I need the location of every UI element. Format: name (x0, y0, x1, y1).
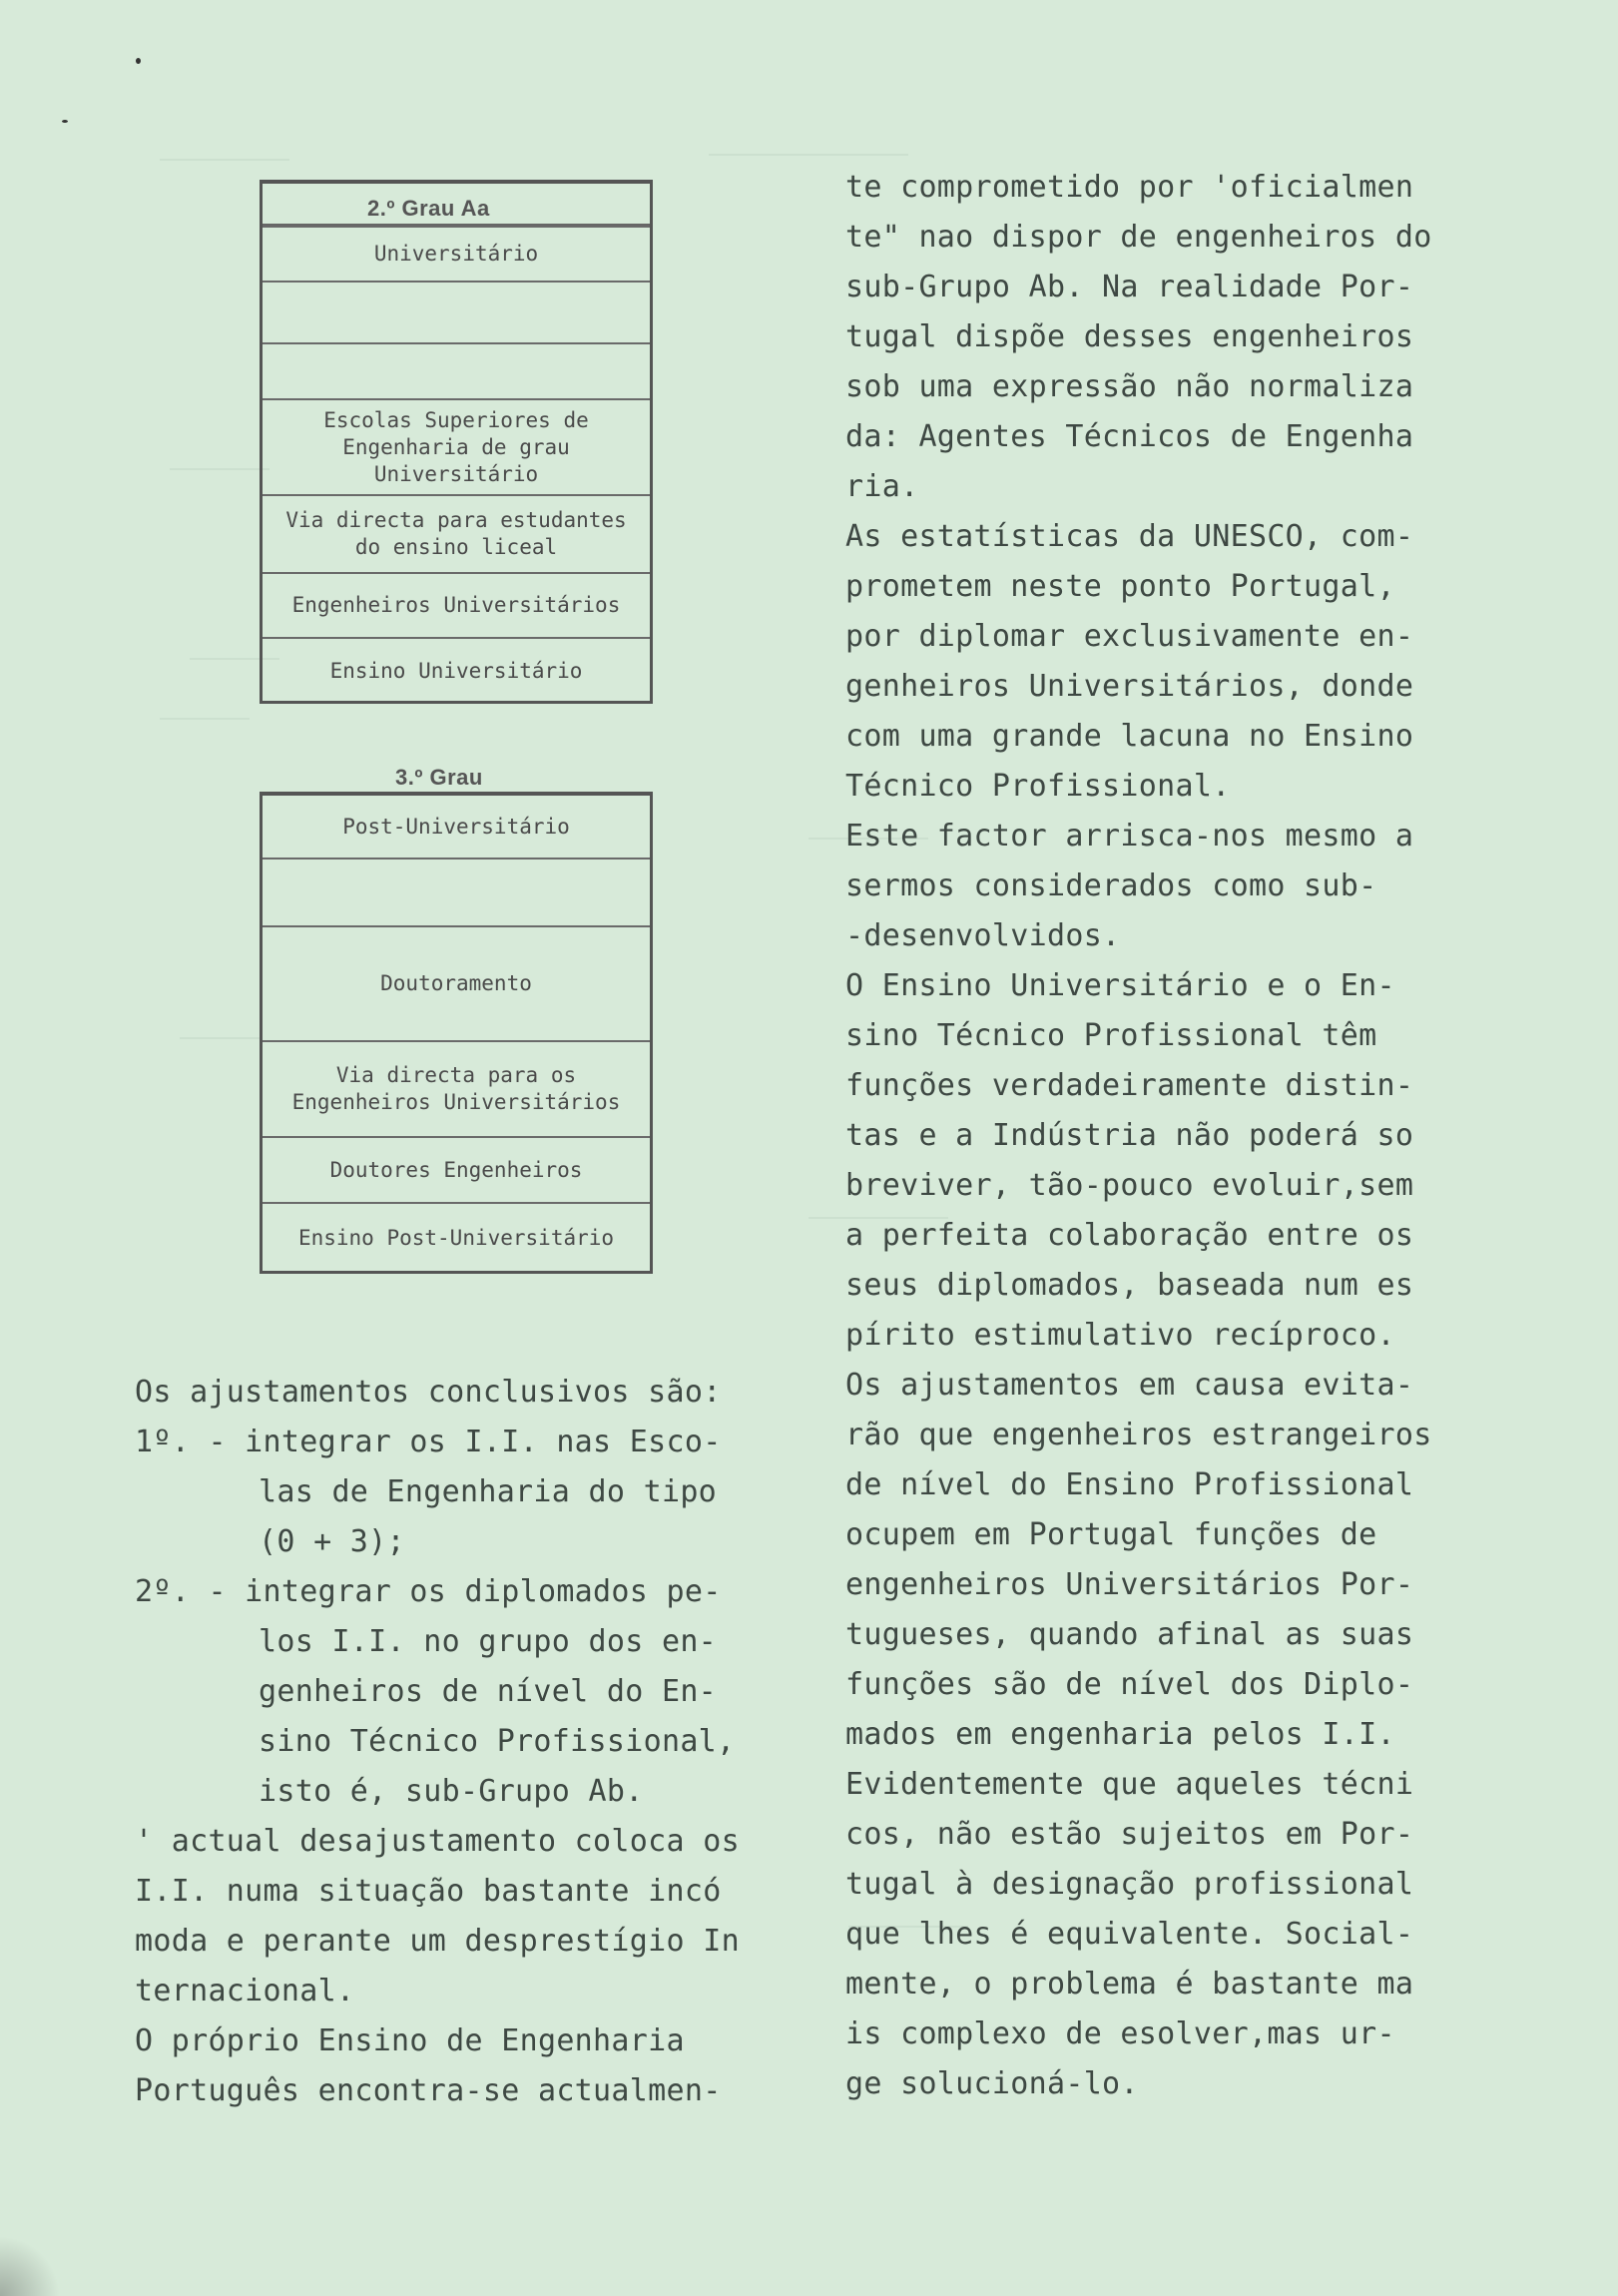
right-line: sermos considerados como sub- (845, 868, 1377, 903)
grau2-cell: Via directa para estudantes do ensino liceal (263, 494, 650, 572)
grau2-cell: Engenheiros Universitários (263, 572, 650, 637)
left-line: O próprio Ensino de Engenharia (135, 2023, 685, 2058)
grau2-box (260, 180, 653, 704)
right-line: que lhes é equivalente. Social- (845, 1917, 1414, 1952)
left-line: isto é, sub-Grupo Ab. (259, 1774, 644, 1809)
right-line: tugal dispõe desses engenheiros (845, 319, 1414, 354)
right-line: te" nao dispor de engenheiros do (845, 220, 1432, 255)
left-line: 1º. - integrar os I.I. nas Esco- (135, 1425, 722, 1459)
right-line: tas e a Indústria não poderá so (845, 1118, 1414, 1153)
right-line: ge solucioná-lo. (845, 2066, 1139, 2101)
left-line: 2º. - integrar os diplomados pe- (135, 1574, 722, 1609)
grau3-cell (263, 858, 650, 925)
left-line: los I.I. no grupo dos en- (259, 1624, 718, 1659)
right-line: Evidentemente que aqueles técni (845, 1767, 1414, 1802)
right-line: sino Técnico Profissional têm (845, 1018, 1377, 1053)
right-line: funções são de nível dos Diplo- (845, 1667, 1414, 1702)
grau3-cell: Post-Universitário (342, 814, 570, 839)
left-line: (0 + 3); (259, 1524, 405, 1559)
right-line: pírito estimulativo recíproco. (845, 1318, 1395, 1353)
left-line: sino Técnico Profissional, (259, 1724, 736, 1759)
grau3-title: 3.º Grau (395, 765, 483, 790)
left-line: I.I. numa situação bastante incó (135, 1874, 722, 1909)
right-line: Os ajustamentos em causa evita- (845, 1368, 1414, 1403)
right-line: mente, o problema é bastante ma (845, 1967, 1414, 2002)
left-line: Os ajustamentos conclusivos são: (135, 1375, 722, 1410)
grau2-cell: Escolas Superiores de Engenharia de grau Universitário (263, 398, 650, 494)
right-line: te comprometido por 'oficialmen (845, 170, 1414, 205)
corner-shadow (0, 2236, 60, 2296)
right-line: engenheiros Universitários Por- (845, 1567, 1414, 1602)
right-line: breviver, tão-pouco evoluir,sem (845, 1168, 1414, 1203)
grau3-cell: Via directa para os Engenheiros Universitários (263, 1040, 650, 1136)
grau2-cell (263, 281, 650, 342)
right-line: mados em engenharia pelos I.I. (845, 1717, 1395, 1752)
grau2-title: 2.º Grau Aa (367, 196, 490, 221)
left-line: ternacional. (135, 1974, 355, 2009)
right-line: com uma grande lacuna no Ensino (845, 719, 1414, 754)
right-line: Este factor arrisca-nos mesmo a (845, 819, 1414, 854)
right-line: rão que engenheiros estrangeiros (845, 1418, 1432, 1452)
left-column (135, 1368, 740, 2116)
left-line: las de Engenharia do tipo (259, 1474, 718, 1509)
grau3-cell: Doutores Engenheiros (263, 1136, 650, 1202)
right-line: genheiros Universitários, donde (845, 669, 1414, 704)
right-line: sub-Grupo Ab. Na realidade Por- (845, 270, 1414, 304)
right-line: por diplomar exclusivamente en- (845, 619, 1414, 654)
right-line: da: Agentes Técnicos de Engenha (845, 419, 1414, 454)
right-line: O Ensino Universitário e o En- (845, 968, 1395, 1003)
right-line: de nível do Ensino Profissional (845, 1467, 1414, 1502)
right-line: Técnico Profissional. (845, 769, 1231, 804)
grau3-cell: Ensino Post-Universitário (263, 1202, 650, 1272)
right-line: a perfeita colaboração entre os (845, 1218, 1414, 1253)
right-line: cos, não estão sujeitos em Por- (845, 1817, 1414, 1852)
right-line: tugal à designação profissional (845, 1867, 1414, 1902)
grau2-cell: Universitário (263, 226, 650, 281)
right-line: ocupem em Portugal funções de (845, 1517, 1377, 1552)
left-line: moda e perante um desprestígio In (135, 1924, 740, 1959)
specks-mark (136, 58, 141, 64)
right-line: seus diplomados, baseada num es (845, 1268, 1414, 1303)
grau2-title-cell (263, 184, 650, 226)
right-line: As estatísticas da UNESCO, com- (845, 519, 1414, 554)
left-line: genheiros de nível do En- (259, 1674, 718, 1709)
left-line: Português encontra-se actualmen- (135, 2073, 722, 2108)
grau3-box (260, 792, 653, 1274)
right-column (845, 163, 1432, 2109)
grau2-cell: Ensino Universitário (263, 637, 650, 703)
specks-mark (62, 120, 68, 123)
left-line: ' actual desajustamento coloca os (135, 1824, 740, 1859)
right-line: tugueses, quando afinal as suas (845, 1617, 1414, 1652)
grau3-cell: Doutoramento (263, 925, 650, 1040)
right-line: -desenvolvidos. (845, 918, 1121, 953)
right-line: is complexo de esolver,mas ur- (845, 2016, 1395, 2051)
right-line: prometem neste ponto Portugal, (845, 569, 1395, 604)
right-line: ria. (845, 469, 919, 504)
right-line: funções verdadeiramente distin- (845, 1068, 1414, 1103)
right-line: sob uma expressão não normaliza (845, 369, 1414, 404)
grau2-cell (263, 342, 650, 398)
